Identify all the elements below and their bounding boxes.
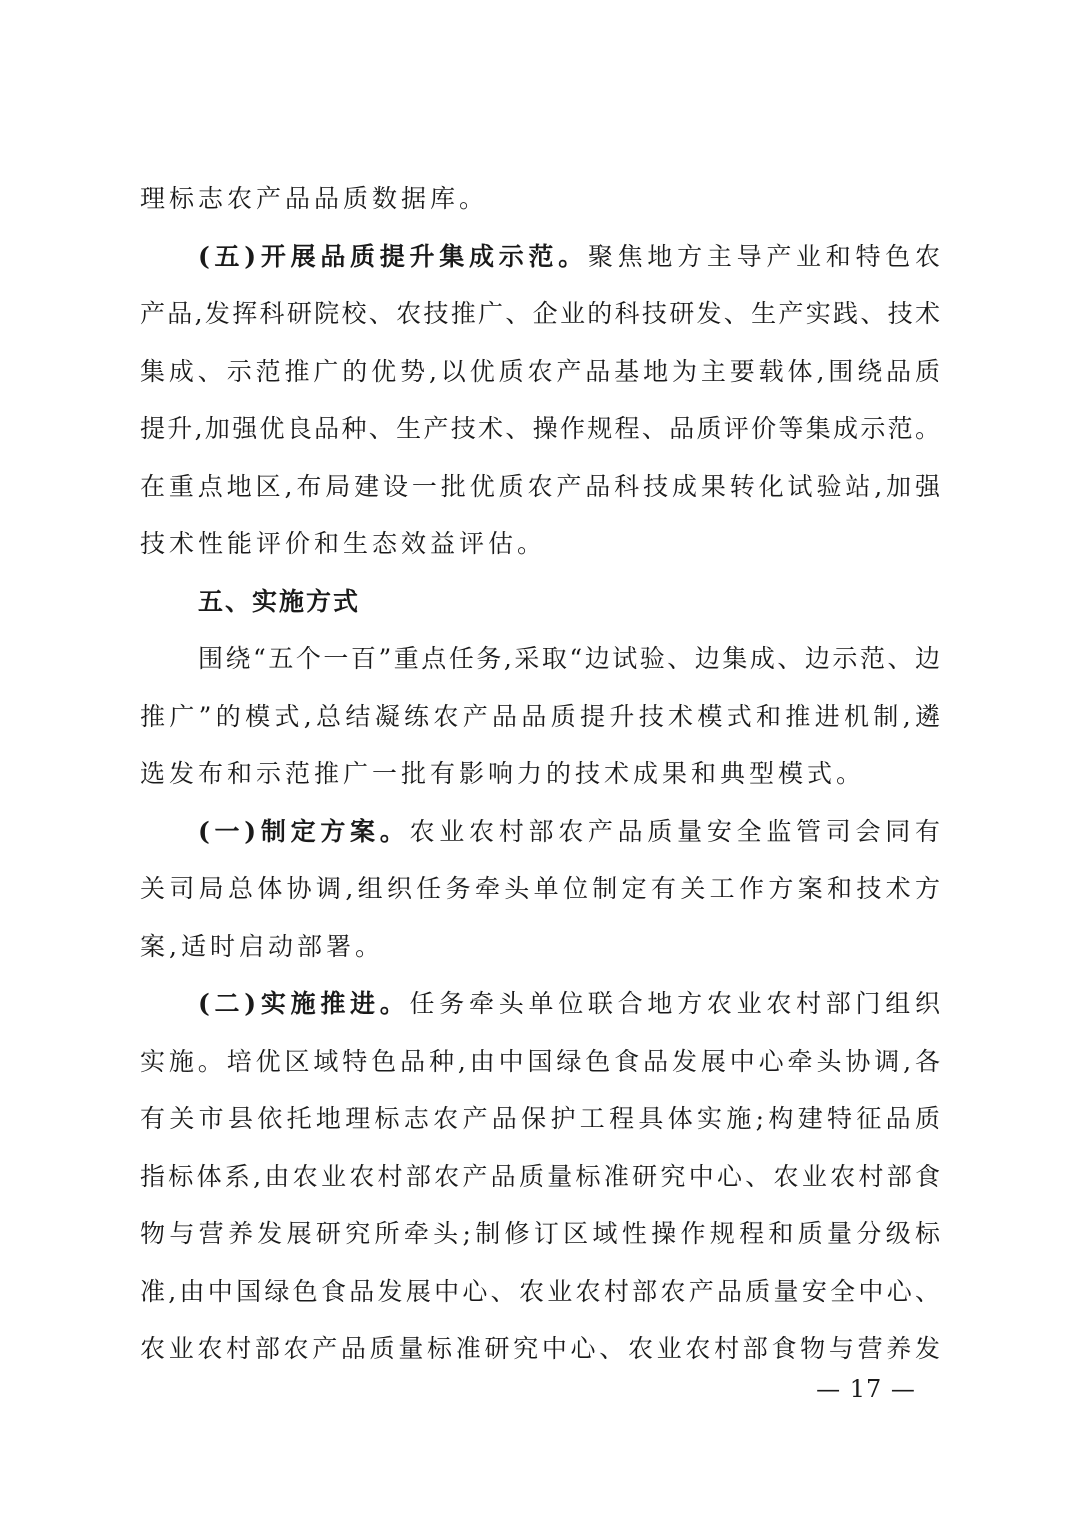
section-five-lead-line: (五)开展品质提升集成示范。聚焦地方主导产业和特色农	[198, 241, 940, 271]
paragraph-line: 有关市县依托地理标志农产品保护工程具体实施;构建特征品质	[140, 1104, 940, 1133]
paragraph-line: 围绕“五个一百”重点任务,采取“边试验、边集成、边示范、边	[198, 644, 940, 673]
paragraph-line: 产品,发挥科研院校、农技推广、企业的科技研发、生产实践、技术	[140, 299, 940, 328]
subsection-title: (二)实施推进。	[198, 989, 410, 1018]
paragraph-line: 集成、示范推广的优势,以优质农产品基地为主要载体,围绕品质	[140, 356, 940, 386]
paragraph-line: 在重点地区,布局建设一批优质农产品科技成果转化试验站,加强	[140, 471, 940, 501]
paragraph-line: 准,由中国绿色食品发展中心、农业农村部农产品质量安全中心、	[140, 1276, 940, 1306]
subsection-title: (五)开展品质提升集成示范。	[198, 241, 588, 271]
subsection-title: (一)制定方案。	[198, 816, 410, 846]
section-heading: 五、实施方式	[198, 586, 361, 616]
paragraph-line: 提升,加强优良品种、生产技术、操作规程、品质评价等集成示范。	[140, 414, 940, 443]
paragraph-line: 选发布和示范推广一批有影响力的技术成果和典型模式。	[140, 759, 866, 788]
paragraph-line: 理标志农产品品质数据库。	[140, 184, 489, 213]
body-text	[140, 170, 940, 1378]
page-number: — 17 —	[816, 1375, 916, 1403]
paragraph-line: 推广”的模式,总结凝练农产品品质提升技术模式和推进机制,遴	[140, 701, 940, 731]
paragraph-line: 指标体系,由农业农村部农产品质量标准研究中心、农业农村部食	[140, 1161, 940, 1191]
paragraph-line: 技术性能评价和生态效益评估。	[140, 529, 547, 558]
subsection-two-lead-line: (二)实施推进。任务牵头单位联合地方农业农村部门组织	[198, 989, 940, 1018]
paragraph-line: 案,适时启动部署。	[140, 931, 384, 961]
paragraph-line: 实施。培优区域特色品种,由中国绿色食品发展中心牵头协调,各	[140, 1046, 940, 1076]
paragraph-line: 物与营养发展研究所牵头;制修订区域性操作规程和质量分级标	[140, 1219, 940, 1248]
paragraph-line: 关司局总体协调,组织任务牵头单位制定有关工作方案和技术方	[140, 874, 940, 903]
subsection-one-lead-line: (一)制定方案。农业农村部农产品质量安全监管司会同有	[198, 816, 940, 846]
paragraph-line: 农业农村部农产品质量标准研究中心、农业农村部食物与营养发	[140, 1334, 940, 1363]
